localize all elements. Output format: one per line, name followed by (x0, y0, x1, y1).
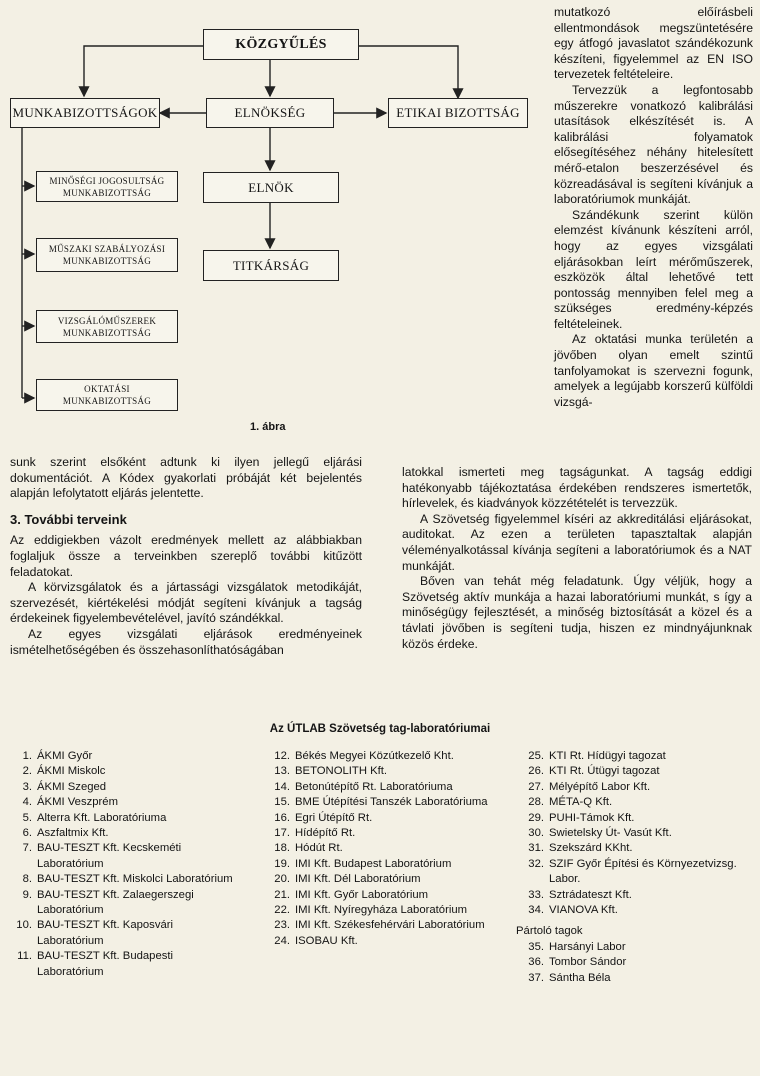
member-item (516, 764, 754, 779)
right-top-para: mutatkozó előírásbeli ellentmondások megszüntetésére egy átfogó javaslatot szándékozunk készíteni, figyelemmel az EN ISO tervezetek feltételeire. (554, 5, 753, 82)
member-name: Egri Útépítő Rt. (295, 811, 373, 824)
member-number: 32. (528, 857, 544, 870)
wg-muszaki-box (36, 238, 178, 272)
member-name: BAU-TESZT Kft. Kaposvári Laboratórium (37, 919, 174, 947)
member-name: Harsányi Labor (549, 940, 626, 953)
member-number: 34. (528, 904, 544, 917)
member-item (4, 749, 236, 764)
member-item (516, 971, 754, 986)
member-name: Szekszárd KKht. (549, 842, 633, 855)
member-name: Sántha Béla (549, 971, 611, 984)
member-number: 9. (22, 888, 32, 901)
member-number: 5. (22, 811, 32, 824)
member-item (4, 764, 236, 779)
wg-vizsgalomuszerek-box (36, 310, 178, 343)
wg-minosegi-line1: MINŐSÉGI JOGOSULTSÁG (49, 175, 165, 186)
member-number: 8. (22, 873, 32, 886)
titkarsag-box (203, 250, 339, 281)
right-top-para: Az oktatási munka területén a jövőben olyan emelt szintű tanfolyamokat is szervezni fogunk, amelyek a legújabb korszerű külföldi vizsgá- (554, 332, 753, 409)
member-name: ÁKMI Veszprém (37, 796, 118, 809)
member-number: 12. (274, 750, 290, 762)
member-item (262, 749, 498, 764)
left-column (10, 455, 362, 658)
member-item (4, 841, 236, 872)
member-name: Sztrádateszt Kft. (549, 888, 632, 901)
member-item (262, 903, 498, 918)
munkabizottsagok-box (10, 98, 160, 128)
member-name: IMI Kft. Budapest Laboratórium (295, 857, 452, 870)
member-name: BAU-TESZT Kft. Miskolci Laboratórium (37, 873, 233, 886)
members-list (516, 749, 754, 918)
etikai-bizottsag-box (388, 98, 528, 128)
wg-oktatasi-line1: OKTATÁSI (84, 384, 130, 394)
member-item (262, 764, 498, 779)
member-name: Hídépítő Rt. (295, 827, 356, 840)
supporting-title: Pártoló tagok (516, 925, 583, 938)
member-item (262, 857, 498, 872)
titkarsag-label: TITKÁRSÁG (232, 257, 310, 273)
wg-vizsgalo-line1: VIZSGÁLÓMŰSZEREK (57, 315, 157, 326)
right-column (402, 465, 752, 652)
member-item (4, 811, 236, 826)
left-para: Az egyes vizsgálati eljárások eredményeinek ismételhetőségében és összehasonlíthatóságában (10, 626, 362, 657)
member-number: 2. (22, 765, 32, 778)
wg-oktatasi-box (36, 379, 178, 411)
member-item (516, 795, 754, 810)
member-item (516, 780, 754, 795)
kozgyules-box (203, 29, 359, 60)
member-number: 17. (274, 827, 290, 840)
section-heading: 3. További terveink (10, 511, 127, 527)
member-item (516, 955, 754, 970)
member-name: SZIF Győr Építési és Környezetvizsg. Labor. (549, 857, 737, 886)
member-number: 26. (528, 765, 544, 778)
member-item (262, 811, 498, 826)
member-item (262, 795, 498, 810)
member-item (516, 940, 754, 955)
member-number: 27. (528, 780, 544, 793)
member-name: BAU-TESZT Kft. Zalaegerszegi Laboratórium (37, 888, 194, 917)
org-chart-connectors (0, 0, 560, 420)
supporting-list (516, 940, 754, 986)
member-number: 16. (274, 811, 290, 824)
wg-minosegi-box (36, 171, 178, 202)
member-name: Alterra Kft. Laboratóriuma (37, 811, 167, 824)
member-name: PUHI-Támok Kft. (549, 811, 635, 824)
wg-minosegi-line2: MUNKABIZOTTSÁG (62, 187, 152, 198)
member-number: 3. (22, 780, 32, 793)
member-number: 25. (528, 750, 544, 762)
member-item (262, 780, 498, 795)
member-number: 10. (16, 919, 32, 932)
member-number: 30. (528, 827, 544, 840)
etikai-label: ETIKAI BIZOTTSÁG (396, 105, 520, 120)
member-name: Békés Megyei Közútkezelő Kht. (295, 750, 454, 762)
member-item (4, 918, 236, 949)
member-number: 22. (274, 904, 290, 917)
member-item (262, 826, 498, 841)
elnok-label: ELNÖK (248, 179, 294, 195)
member-name: MÉTA-Q Kft. (549, 796, 613, 809)
right-top-para: Szándékunk szerint külön elemzést kívánunk készíteni arról, hogy az egyes vizsgálati eljárásokban leírt mérőműszerek, eszközök által lehetővé tett pontosság mennyiben felel meg a szükséges eredmény-képzés feltételeinek. (554, 207, 753, 331)
member-number: 29. (528, 811, 544, 824)
left-para: A körvizsgálatok és a jártassági vizsgálatok metodikáját, szervezését, kiértékelési módját segíteni kívánjuk a tagság érdekeinek figyelembevételével, javító szándékkal. (10, 580, 362, 626)
right-para: A Szövetség figyelemmel kíséri az akkreditálási eljárásokat, auditokat. Az ezen a területen tapasztaltak alapján véleményalkotással kívánja segíteni a laboratóriumok és a NAT munkáját. (402, 511, 752, 573)
member-number: 20. (274, 873, 290, 886)
member-name: Betonútépítő Rt. Laboratóriuma (295, 780, 453, 793)
member-number: 19. (274, 857, 290, 870)
member-number: 13. (274, 765, 290, 778)
member-number: 1. (22, 750, 32, 762)
member-name: ÁKMI Miskolc (37, 765, 106, 778)
member-number: 24. (274, 934, 290, 947)
member-name: IMI Kft. Nyíregyháza Laboratórium (295, 904, 468, 917)
wg-muszaki-line2: MUNKABIZOTTSÁG (62, 256, 152, 266)
left-intro: sunk szerint elsőként adtunk ki ilyen jellegű eljárási dokumentációt. A Kódex gyakorlati próbáját két bejelentés alapján lefolytatott eljárás jelentette. (10, 455, 362, 501)
member-number: 11. (17, 950, 32, 963)
member-name: Mélyépítő Labor Kft. (549, 780, 651, 793)
member-number: 7. (22, 842, 32, 855)
member-number: 36. (528, 956, 544, 969)
member-number: 21. (274, 888, 290, 901)
member-item (516, 903, 754, 918)
member-name: Swietelsky Út- Vasút Kft. (549, 827, 672, 840)
right-top-para: Tervezzük a legfontosabb műszerekre vonatkozó kalibrálási utasítások elkészítését is. A kalibrálási folyamatok elősegítéséhez néhány hitelesített mérő-etalon beszerzésével és közreadásával is segíteni kívánjuk a laboratóriumok munkáját. (554, 82, 753, 207)
member-name: ISOBAU Kft. (295, 934, 358, 947)
members-col-1 (4, 749, 236, 980)
member-number: 28. (528, 796, 544, 809)
member-name: ÁKMI Szeged (37, 780, 107, 793)
member-number: 4. (22, 796, 32, 809)
wg-oktatasi-line2: MUNKABIZOTTSÁG (62, 396, 152, 406)
member-name: Aszfaltmix Kft. (37, 827, 109, 840)
members-title: Az ÚTLAB Szövetség tag-laboratóriumai (269, 723, 491, 735)
member-item (516, 841, 754, 856)
member-name: BAU-TESZT Kft. Budapesti Laboratórium (37, 950, 174, 978)
right-para: latokkal ismerteti meg tagságunkat. A tagság eddigi hatékonyabb tájékoztatása érdekében rendszeres ismertetők, hírlevelek, és kiadványok közzétételét is tervezzük. (402, 465, 752, 511)
member-number: 35. (528, 940, 544, 953)
member-item (4, 872, 236, 887)
member-item (262, 841, 498, 856)
member-name: BAU-TESZT Kft. Kecskeméti Laboratórium (37, 842, 182, 870)
member-item (4, 949, 236, 980)
member-item (4, 826, 236, 841)
member-item (4, 780, 236, 795)
member-name: BME Útépítési Tanszék Laboratóriuma (295, 796, 488, 809)
member-item (516, 749, 754, 764)
member-item (262, 888, 498, 903)
member-number: 6. (22, 827, 32, 840)
wg-vizsgalo-line2: MUNKABIZOTTSÁG (62, 327, 152, 338)
elnokseg-label: ELNÖKSÉG (234, 105, 306, 120)
elnokseg-box (206, 98, 334, 128)
figure-caption: 1. ábra (250, 421, 286, 433)
member-item (262, 872, 498, 887)
left-para: Az eddigiekben vázolt eredmények mellett az alábbiakban foglaljuk össze a terveinkben szereplő további kitűzött feladatokat. (10, 533, 362, 579)
member-name: VIANOVA Kft. (549, 904, 618, 917)
member-item (4, 795, 236, 810)
members-col-3 (516, 749, 754, 986)
member-number: 18. (274, 842, 290, 855)
member-item (516, 811, 754, 826)
member-item (262, 918, 498, 933)
members-col-2 (262, 749, 498, 949)
member-number: 31. (528, 842, 544, 855)
kozgyules-label: KÖZGYŰLÉS (235, 36, 327, 52)
member-number: 37. (528, 971, 544, 984)
munkabizottsagok-label: MUNKABIZOTTSÁGOK (12, 105, 158, 120)
member-number: 33. (528, 888, 544, 901)
member-name: Tombor Sándor (549, 956, 627, 969)
wg-muszaki-line1: MŰSZAKI SZABÁLYOZÁSI (48, 244, 166, 254)
right-para: Bőven van tehát még feladatunk. Úgy véljük, hogy a Szövetség aktív munkája a hazai laboratóriumi munkát, s így a minőségügy fejlesztését, a minőség biztosítását a közel és a távlati jövőben is segíteni tudja, hiszen ez mindnyájunknak közös érdeke. (402, 574, 752, 651)
member-name: BETONOLITH Kft. (295, 765, 388, 778)
member-number: 23. (274, 919, 290, 932)
member-item (262, 934, 498, 949)
member-item (516, 857, 754, 888)
member-number: 14. (274, 780, 290, 793)
right-top-column (554, 5, 753, 410)
member-name: ÁKMI Győr (37, 750, 93, 762)
elnok-box (203, 172, 339, 203)
member-item (4, 888, 236, 919)
member-number: 15. (274, 796, 290, 809)
member-item (516, 826, 754, 841)
member-item (516, 888, 754, 903)
member-name: KTI Rt. Hídügyi tagozat (549, 750, 666, 762)
member-name: IMI Kft. Dél Laboratórium (295, 873, 421, 886)
member-name: KTI Rt. Útügyi tagozat (549, 765, 660, 778)
member-name: IMI Kft. Székesfehérvári Laboratórium (295, 919, 485, 932)
member-name: Hódút Rt. (295, 842, 343, 855)
member-name: IMI Kft. Győr Laboratórium (295, 888, 429, 901)
